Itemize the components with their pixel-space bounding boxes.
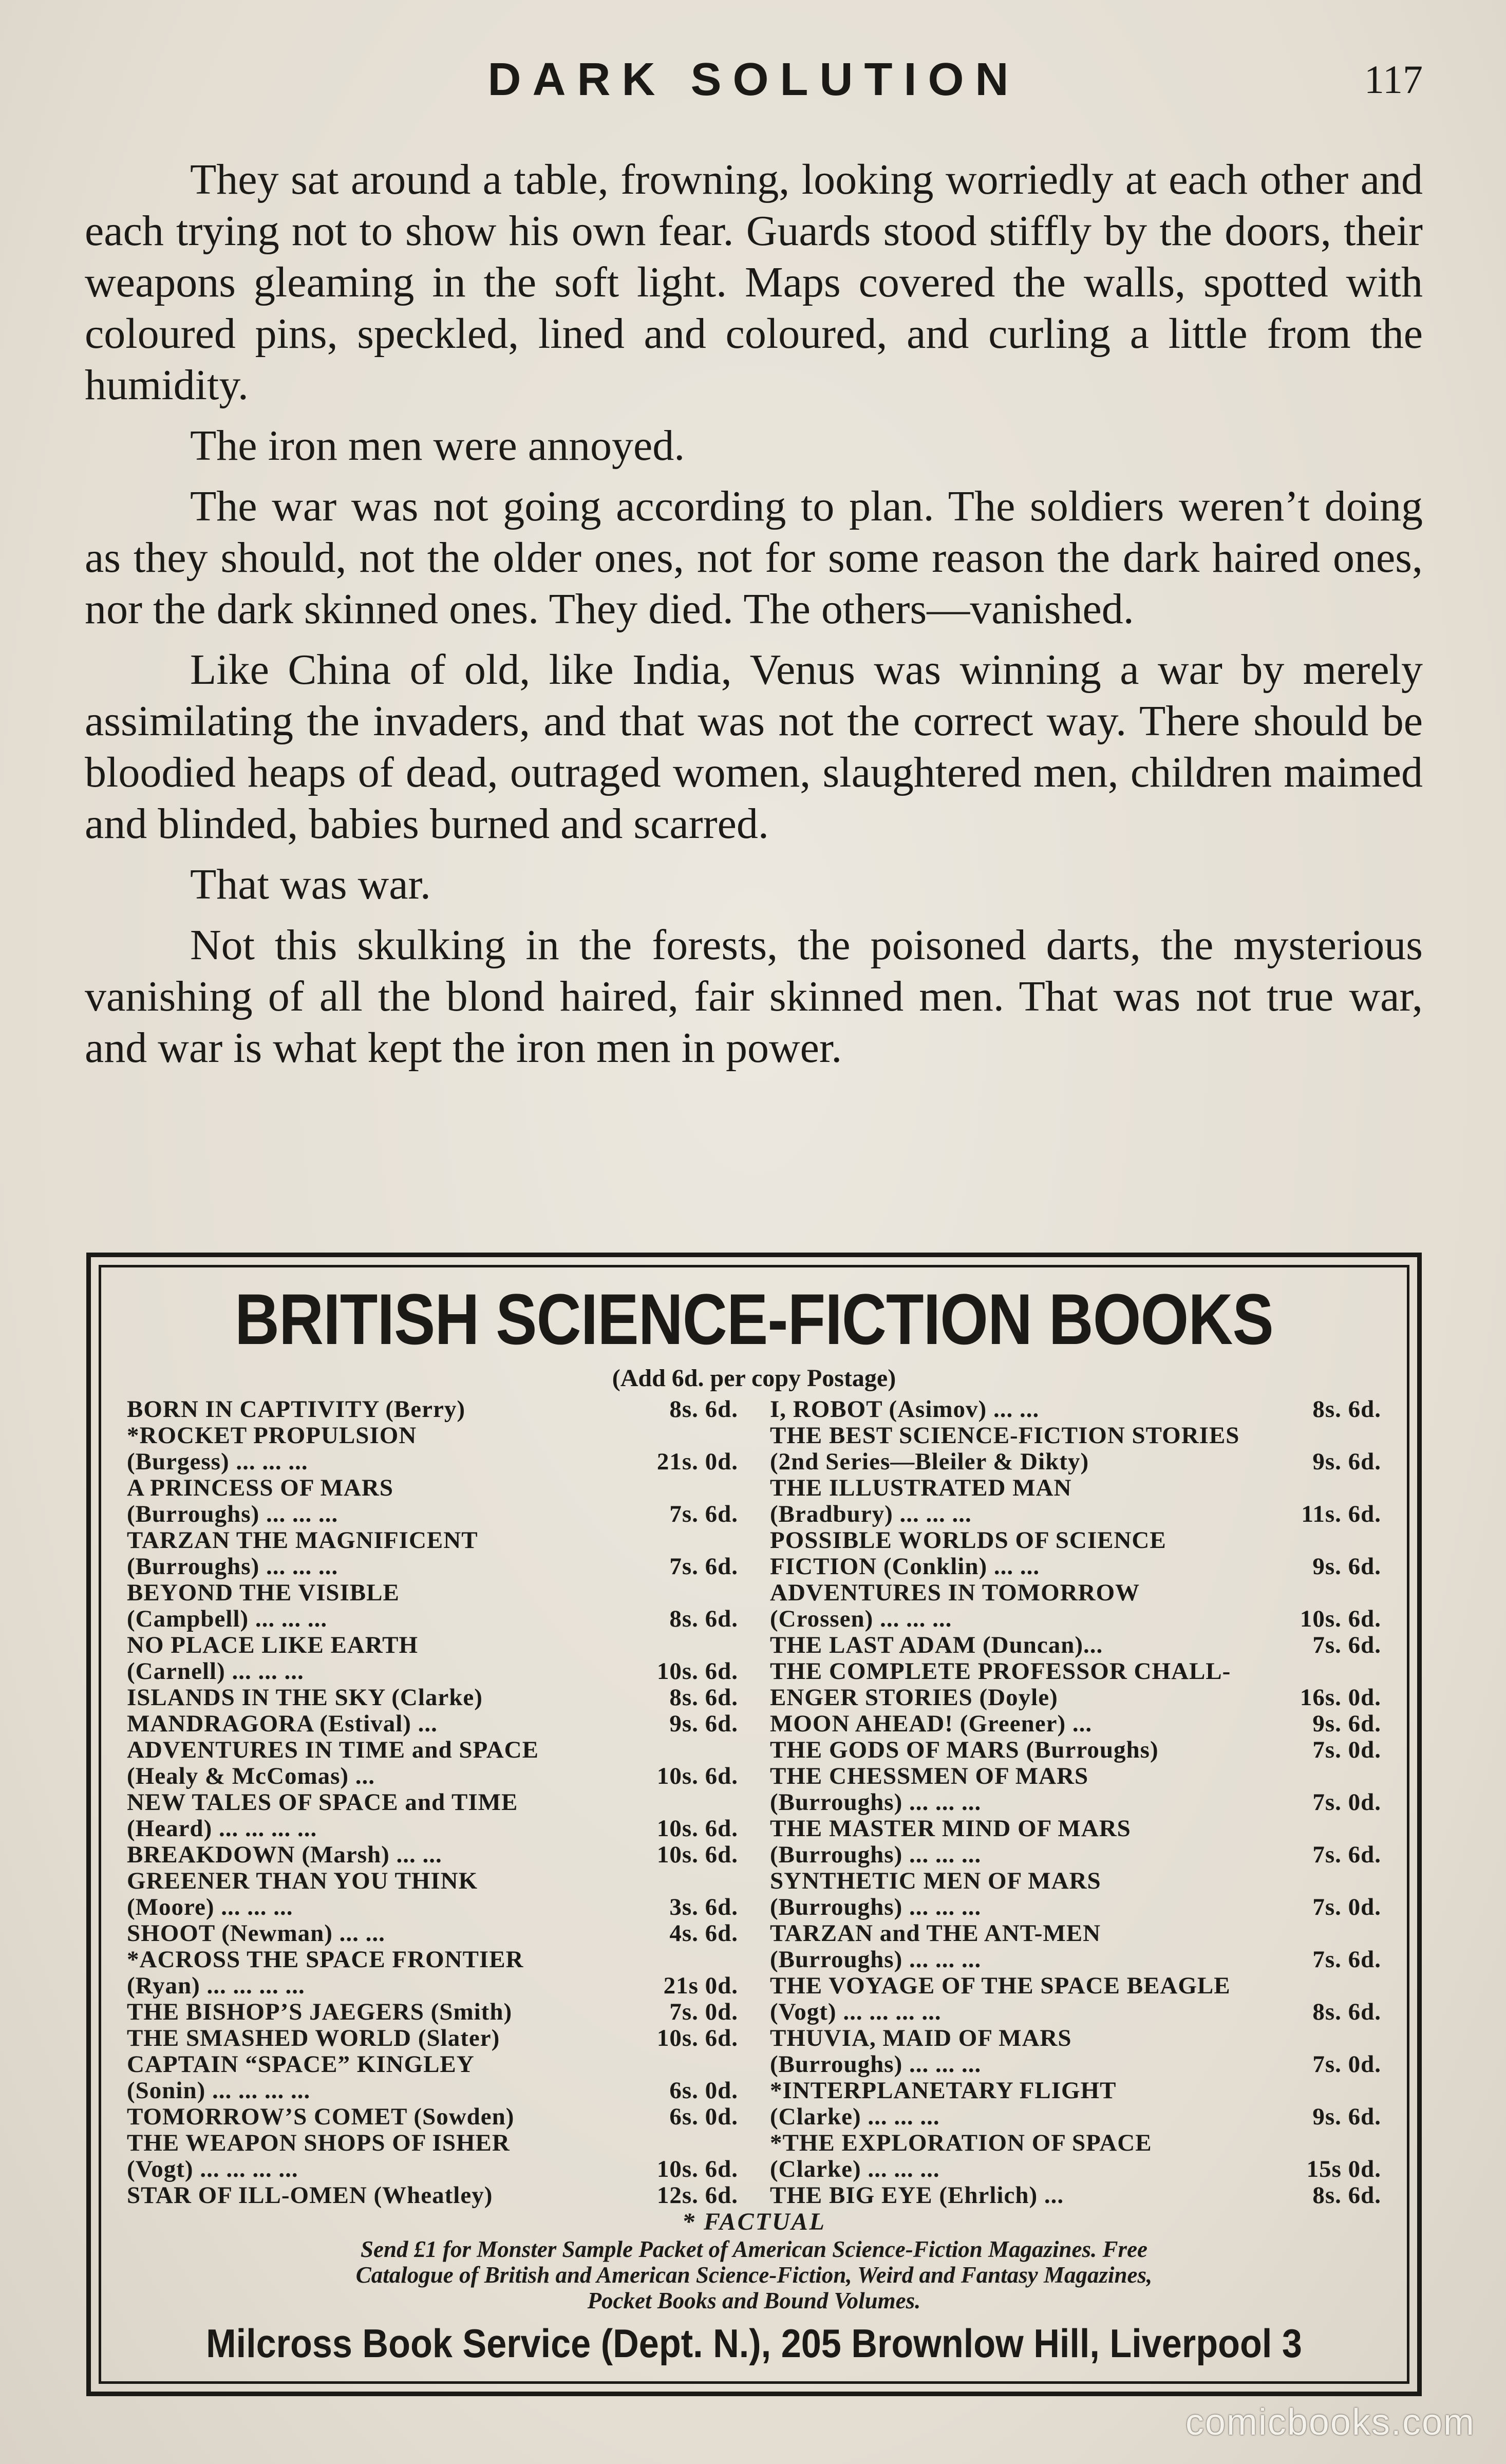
book-list-item: [770, 1449, 1381, 1475]
book-title: ISLANDS IN THE SKY (Clarke): [127, 1685, 483, 1711]
book-title: (Sonin) ... ... ... ...: [127, 2078, 311, 2104]
book-price: 9s. 6d.: [1312, 1710, 1381, 1737]
book-title: BREAKDOWN (Marsh) ... ...: [127, 1842, 442, 1868]
page-number: 117: [1364, 57, 1423, 102]
book-list-item: [770, 1527, 1381, 1554]
book-title: THUVIA, MAID OF MARS: [770, 2025, 1072, 2051]
book-list-item: [770, 1920, 1381, 1947]
book-list-item: [127, 2182, 738, 2209]
story-paragraph: The war was not going according to plan. The soldiers weren’t doing as they should, not the older ones, not for some reason the dark haired ones, nor the dark skinned ones. They died. The others—vanished.: [85, 482, 1423, 633]
ad-address: Milcross Book Service (Dept. N.), 205 Brownlow Hill, Liverpool 3: [206, 2321, 1302, 2366]
ad-factual-note: * FACTUAL: [682, 2208, 826, 2235]
book-price: 6s. 0d.: [669, 2077, 738, 2104]
book-list-item: [127, 1842, 738, 1868]
book-price: 7s. 0d.: [669, 1999, 738, 2025]
book-price: 10s. 6d.: [656, 2025, 738, 2051]
book-list-left-column: [127, 1396, 738, 2209]
book-title: THE COMPLETE PROFESSOR CHALL-: [770, 1658, 1231, 1685]
book-title: I, ROBOT (Asimov) ... ...: [770, 1396, 1040, 1423]
book-title: (2nd Series—Bleiler & Dikty): [770, 1449, 1089, 1475]
book-price: 7s. 0d.: [1312, 1737, 1381, 1763]
book-list-item: [127, 1527, 738, 1554]
book-title: (Vogt) ... ... ... ...: [127, 2156, 298, 2182]
book-list-item: [770, 1894, 1381, 1920]
book-list-item: [770, 2104, 1381, 2130]
book-list-item: [127, 1816, 738, 1842]
book-title: THE LAST ADAM (Duncan)...: [770, 1632, 1103, 1658]
book-title: THE VOYAGE OF THE SPACE BEAGLE: [770, 1973, 1231, 1999]
book-price: 7s. 0d.: [1312, 2051, 1381, 2078]
book-price: 7s. 6d.: [1312, 1841, 1381, 1868]
book-title: (Burroughs) ... ... ...: [770, 1789, 982, 1816]
book-title: *ROCKET PROPULSION: [127, 1423, 417, 1449]
book-price: 4s. 6d.: [669, 1920, 738, 1947]
book-title: THE WEAPON SHOPS OF ISHER: [127, 2130, 510, 2156]
book-list-item: [127, 1894, 738, 1920]
book-title: THE SMASHED WORLD (Slater): [127, 2025, 500, 2051]
book-list-item: [127, 1580, 738, 1606]
book-title: FICTION (Conklin) ... ...: [770, 1554, 1040, 1580]
book-list-item: [770, 1973, 1381, 1999]
book-price: 16s. 0d.: [1300, 1684, 1381, 1711]
story-paragraph: Like China of old, like India, Venus was winning a war by merely assimilating the invaders, and that was not the correct way. There should be bloodied heaps of dead, outraged women, slaughtered men, children maimed and blinded, babies burned and scarred.: [85, 646, 1423, 848]
book-list-item: [770, 2156, 1381, 2182]
book-price: 7s. 6d.: [669, 1501, 738, 1527]
book-title: A PRINCESS OF MARS: [127, 1475, 393, 1501]
book-list-item: [770, 1842, 1381, 1868]
book-title: GREENER THAN YOU THINK: [127, 1868, 478, 1894]
book-title: THE ILLUSTRATED MAN: [770, 1475, 1072, 1501]
book-price: 10s. 6d.: [1300, 1606, 1381, 1632]
book-list-item: [770, 1606, 1381, 1632]
book-list-item: [127, 1606, 738, 1632]
ad-title: BRITISH SCIENCE-FICTION BOOKS: [235, 1279, 1273, 1359]
book-list-item: [127, 1658, 738, 1685]
story-paragraph: They sat around a table, frowning, looking worriedly at each other and each trying not to show his own fear. Guards stood stiffly by the doors, their weapons gleaming in the soft light. Maps covered the walls, spotted with coloured pins, speckled, lined and coloured, and curling a little from the humidity.: [85, 156, 1423, 409]
book-list-item: [127, 2130, 738, 2156]
book-list-item: [770, 1501, 1381, 1527]
book-title: (Heard) ... ... ... ...: [127, 1816, 317, 1842]
book-price: 7s. 0d.: [1312, 1789, 1381, 1816]
book-list-item: [770, 2025, 1381, 2051]
book-price: 3s. 6d.: [669, 1894, 738, 1920]
book-title: THE BEST SCIENCE-FICTION STORIES: [770, 1423, 1240, 1449]
story-text: [85, 154, 1423, 1083]
book-title: POSSIBLE WORLDS OF SCIENCE: [770, 1527, 1166, 1554]
book-title: (Burroughs) ... ... ...: [770, 2051, 982, 2078]
book-list-item: [127, 2025, 738, 2051]
ad-offer-line: Send £1 for Monster Sample Packet of American Science-Fiction Magazines. Free: [360, 2236, 1148, 2262]
book-title: THE CHESSMEN OF MARS: [770, 1763, 1089, 1789]
book-price: 7s. 6d.: [1312, 1632, 1381, 1658]
book-list-item: [127, 1947, 738, 1973]
book-price: 12s. 6d.: [656, 2182, 738, 2209]
book-price: 11s. 6d.: [1301, 1501, 1381, 1527]
book-list-item: [127, 1423, 738, 1449]
book-list-item: [127, 1973, 738, 1999]
book-list-item: [770, 1999, 1381, 2025]
book-title: (Burroughs) ... ... ...: [770, 1894, 982, 1920]
book-title: MOON AHEAD! (Greener) ...: [770, 1711, 1093, 1737]
book-title: THE BIG EYE (Ehrlich) ...: [770, 2182, 1064, 2209]
book-list-item: [127, 2051, 738, 2078]
book-list-item: [127, 1920, 738, 1947]
book-list-item: [127, 1396, 738, 1423]
book-list-item: [770, 1711, 1381, 1737]
book-title: (Ryan) ... ... ... ...: [127, 1973, 305, 1999]
book-title: (Burroughs) ... ... ...: [770, 1842, 982, 1868]
book-list-item: [127, 1868, 738, 1894]
book-list-item: [770, 1868, 1381, 1894]
book-list-item: [770, 2051, 1381, 2078]
book-title: THE GODS OF MARS (Burroughs): [770, 1737, 1159, 1763]
book-title: ADVENTURES IN TIME and SPACE: [127, 1737, 539, 1763]
book-title: (Moore) ... ... ...: [127, 1894, 293, 1920]
book-list-item: [127, 2078, 738, 2104]
book-title: BEYOND THE VISIBLE: [127, 1580, 400, 1606]
book-list-item: [127, 2104, 738, 2130]
book-title: *ACROSS THE SPACE FRONTIER: [127, 1947, 524, 1973]
book-title: TARZAN and THE ANT-MEN: [770, 1920, 1101, 1947]
book-price: 9s. 6d.: [1312, 1448, 1381, 1475]
book-price: 8s. 6d.: [1312, 2182, 1381, 2209]
book-price: 7s. 6d.: [669, 1553, 738, 1580]
book-list-item: [770, 1554, 1381, 1580]
book-list-item: [127, 1685, 738, 1711]
book-title: (Carnell) ... ... ...: [127, 1658, 304, 1685]
ad-offer-line: Catalogue of British and American Science-Fiction, Weird and Fantasy Magazines,: [355, 2262, 1153, 2288]
book-title: MANDRAGORA (Estival) ...: [127, 1711, 438, 1737]
book-title: THE MASTER MIND OF MARS: [770, 1816, 1131, 1842]
book-price: 9s. 6d.: [669, 1710, 738, 1737]
book-list-item: [770, 1789, 1381, 1816]
book-price: 10s. 6d.: [656, 1763, 738, 1789]
book-list-item: [770, 1632, 1381, 1658]
book-list-right-column: [770, 1396, 1381, 2209]
book-title: (Campbell) ... ... ...: [127, 1606, 328, 1632]
book-title: TOMORROW’S COMET (Sowden): [127, 2104, 515, 2130]
book-list-item: [770, 1658, 1381, 1685]
advertisement: [86, 1253, 1422, 2396]
book-list-item: [127, 1501, 738, 1527]
book-title: (Clarke) ... ... ...: [770, 2104, 940, 2130]
book-list-item: [127, 2156, 738, 2182]
story-paragraph: Not this skulking in the forests, the poisoned darts, the mysterious vanishing of all the blond haired, fair skinned men. That was not true war, and war is what kept the iron men in power.: [85, 921, 1423, 1072]
book-price: 8s. 6d.: [669, 1396, 738, 1423]
book-price: 10s. 6d.: [656, 1815, 738, 1842]
book-price: 21s. 0d.: [656, 1448, 738, 1475]
running-title: DARK SOLUTION: [487, 54, 1020, 105]
book-title: *INTERPLANETARY FLIGHT: [770, 2078, 1117, 2104]
book-price: 10s. 6d.: [656, 2156, 738, 2182]
ad-offer-text: [127, 2236, 1381, 2313]
book-list-item: [127, 1554, 738, 1580]
book-list-item: [770, 2130, 1381, 2156]
book-title: ENGER STORIES (Doyle): [770, 1685, 1058, 1711]
book-title: (Burroughs) ... ... ...: [127, 1554, 338, 1580]
book-price: 7s. 0d.: [1312, 1894, 1381, 1920]
book-list-item: [127, 1999, 738, 2025]
book-title: (Healy & McComas) ...: [127, 1763, 375, 1789]
book-list-item: [770, 1685, 1381, 1711]
book-list-item: [127, 1711, 738, 1737]
book-title: (Vogt) ... ... ... ...: [770, 1999, 942, 2025]
book-list-item: [127, 1763, 738, 1789]
book-price: 9s. 6d.: [1312, 2103, 1381, 2130]
book-list-item: [127, 1632, 738, 1658]
book-list-item: [127, 1449, 738, 1475]
book-title: (Burgess) ... ... ...: [127, 1449, 308, 1475]
book-title: (Burroughs) ... ... ...: [770, 1947, 982, 1973]
book-title: (Crossen) ... ... ...: [770, 1606, 952, 1632]
book-price: 9s. 6d.: [1312, 1553, 1381, 1580]
book-title: SHOOT (Newman) ... ...: [127, 1920, 385, 1947]
book-price: 21s 0d.: [663, 1972, 738, 1999]
advertisement-inner-border: [99, 1265, 1409, 2384]
book-list-item: [770, 1763, 1381, 1789]
story-paragraph: That was war.: [190, 861, 431, 908]
book-list-item: [770, 1947, 1381, 1973]
book-list-item: [770, 1816, 1381, 1842]
book-title: (Clarke) ... ... ...: [770, 2156, 940, 2182]
book-list-item: [127, 1737, 738, 1763]
book-price: 10s. 6d.: [656, 1841, 738, 1868]
book-title: (Bradbury) ... ... ...: [770, 1501, 972, 1527]
book-title: NO PLACE LIKE EARTH: [127, 1632, 419, 1658]
book-list-item: [127, 1475, 738, 1501]
book-list: [127, 1396, 1381, 2209]
book-price: 7s. 6d.: [1312, 1946, 1381, 1973]
book-list-item: [770, 1423, 1381, 1449]
book-list-item: [770, 2182, 1381, 2209]
book-list-item: [127, 1789, 738, 1816]
book-price: 8s. 6d.: [1312, 1999, 1381, 2025]
book-list-item: [770, 2078, 1381, 2104]
book-list-item: [770, 1580, 1381, 1606]
book-price: 8s. 6d.: [669, 1684, 738, 1711]
book-title: (Burroughs) ... ... ...: [127, 1501, 338, 1527]
book-price: 8s. 6d.: [1312, 1396, 1381, 1423]
book-title: SYNTHETIC MEN OF MARS: [770, 1868, 1101, 1894]
book-price: 6s. 0d.: [669, 2103, 738, 2130]
ad-postage-note: (Add 6d. per copy Postage): [612, 1365, 896, 1392]
book-title: ADVENTURES IN TOMORROW: [770, 1580, 1140, 1606]
page-header: [85, 49, 1423, 110]
book-title: NEW TALES OF SPACE and TIME: [127, 1789, 518, 1816]
book-title: STAR OF ILL-OMEN (Wheatley): [127, 2182, 493, 2209]
book-price: 10s. 6d.: [656, 1658, 738, 1685]
book-title: *THE EXPLORATION OF SPACE: [770, 2130, 1152, 2156]
book-list-item: [770, 1475, 1381, 1501]
book-title: BORN IN CAPTIVITY (Berry): [127, 1396, 466, 1423]
book-title: THE BISHOP’S JAEGERS (Smith): [127, 1999, 513, 2025]
book-list-item: [770, 1737, 1381, 1763]
book-list-item: [770, 1396, 1381, 1423]
book-title: TARZAN THE MAGNIFICENT: [127, 1527, 478, 1554]
story-paragraph: The iron men were annoyed.: [190, 422, 685, 470]
book-price: 15s 0d.: [1306, 2156, 1381, 2182]
book-title: CAPTAIN “SPACE” KINGLEY: [127, 2051, 475, 2078]
book-price: 8s. 6d.: [669, 1606, 738, 1632]
ad-offer-line: Pocket Books and Bound Volumes.: [587, 2288, 921, 2313]
watermark: comicbooks.com: [1185, 2402, 1475, 2443]
